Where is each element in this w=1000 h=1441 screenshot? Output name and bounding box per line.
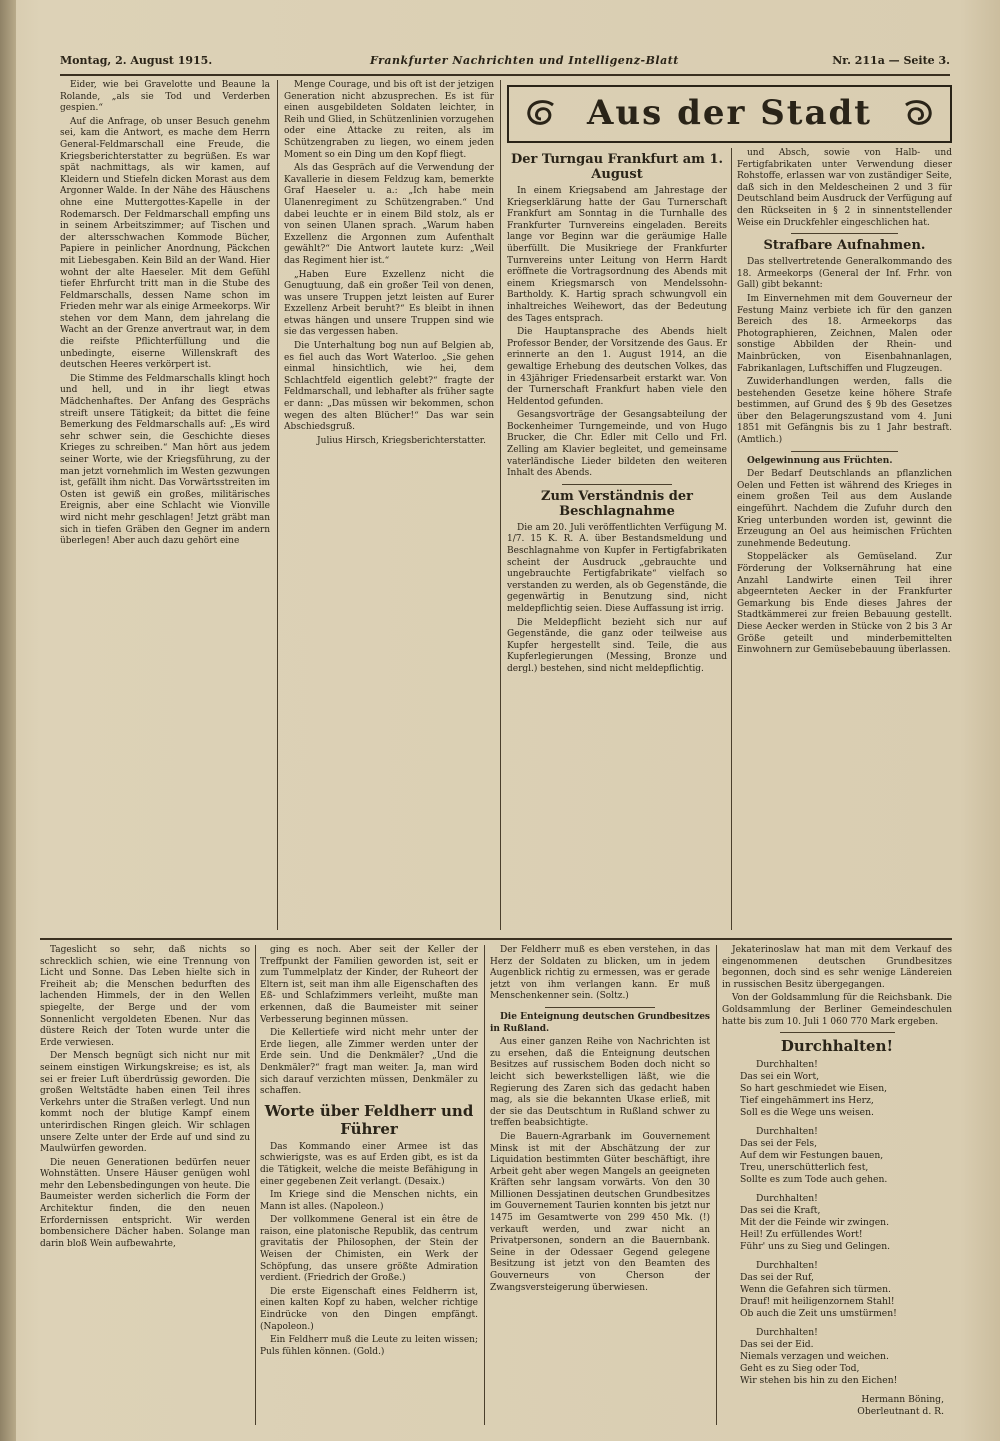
paragraph: Der Bedarf Deutschlands an pflanzlichen Oelen und Fetten ist während des Krieges in einem großen Teil aus dem Auslande eingeführt. Nachdem die Zufuhr durch den Krieg unterbunden worden ist, gewinnt die Erzeugung an Oel aus heimischen Früchten zunehmende Bedeutung. [737, 469, 952, 549]
header-paper-name: Frankfurter Nachrichten und Intelligenz-Blatt [370, 54, 679, 67]
header-issue: Nr. 211a — Seite 3. [832, 54, 950, 67]
paragraph: Als das Gespräch auf die Verwendung der Kavallerie in diesem Feldzug kam, bemerkte Graf Haeseler u. a.: „Ich habe mein Ulanenregiment zu Schützengraben.“ Und dabei leuchte er in einem Bild stolz, als er von seinen Ulanen sprach. „Warum haben Exzellenz die Argonnen zum Aufenthalt gewählt?“ Die Antwort lautete kurz: „Weil das Regiment hier ist.“ [284, 163, 494, 266]
paragraph: Jekaterinoslaw hat man mit dem Verkauf des eingenommenen deutschen Grundbesitzes begonnen, doch sind es sehr wenige Ländereien in russischen Besitz übergegangen. [722, 945, 952, 990]
column-rule [277, 80, 278, 930]
paragraph: Die Stimme des Feldmarschalls klingt hoch und hell, und in ihr liegt etwas Mädchenhaftes. Der Anfang des Gesprächs streift unsere Tätigkeit; da bittet die feine Bemerkung des Feldmarschalls auf: „Es wird sehr schwer sein, die Geschichte dieses Krieges zu schreiben.“ Man hört aus jedem seiner Worte, wie der Kriegsführung, zu der man jetzt vornehmlich im Westen gezwungen ist, gefällt ihm nicht. Das Vorwärtsstreiten im Osten ist gewiß ein großes, militärisches Ereignis, aber eine Schlacht wie Vionville wird nicht mehr geschlagen! Jetzt gräbt man sich in tiefen Gräben den Gegner im andern überlegen! Aber auch dazu gehört eine [60, 373, 270, 547]
poem-title: Durchhalten! [780, 1037, 894, 1056]
column-rule [255, 945, 256, 1425]
divider [780, 1032, 895, 1033]
paragraph: Menge Courage, und bis oft ist der jetzigen Generation nicht abzusprechen. Es ist für einen ausgebildeten Soldaten leichter, in Reih und Glied, in Schützenlinien vorzugehen oder eine Attacke zu reiten, als im Schützengraben zu liegen, wo einem jeden Moment so ein Ding um den Kopf fliegt. [284, 80, 494, 160]
divider [791, 451, 899, 452]
page-header [60, 52, 950, 76]
paragraph: Die am 20. Juli veröffentlichten Verfügung M. 1/7. 15 K. R. A. über Bestandsmeldung und Beschlagnahme von Kupfer in Fertigfabrikaten scheint der Ausdruck „gebrauchte und ungebrauchte Fertigfabrikate“ vielfach so verstanden zu werden, als ob Gegenstände, die gegenwärtig in Benutzung sind, nicht meldepflichtig seien. Diese Auffassung ist irrig. [507, 522, 727, 614]
paragraph: Stoppeläcker als Gemüseland. Zur Förderung der Volksernährung hat eine Anzahl Landwirte einen Teil ihrer abgeernteten Aecker in der Frankfurter Gemarkung bis Ende dieses Jahres der Stadtkämmerei zur freien Bebauung gestellt. Diese Aecker werden in Stücke von 2 bis 3 Ar Größe geteilt und minderbemittelten Einwohnern zur Gemüsebebauung überlassen. [737, 552, 952, 656]
poem [722, 1059, 952, 1418]
poem-author: Hermann Böning, [861, 1394, 944, 1406]
section-title: Aus der Stadt [586, 93, 872, 133]
paragraph: „Haben Eure Exzellenz nicht die Genugtuung, daß ein großer Teil von denen, was unsere Truppen jetzt leisten auf Eurer Exzellenz Arbeit beruht?“ Es bleibt in ihnen etwas hängen und unsere Truppen sind wie sie das vergessen haben. [284, 269, 494, 338]
column-rule [500, 80, 501, 930]
paragraph: In einem Kriegsabend am Jahrestage der Kriegserklärung hatte der Gau Turnerschaft Frankfurt am Sonntag in die Turnhalle des Frankfurter Turnvereins eingeladen. Bereits lange vor Beginn war die geräumige Halle überfüllt. Die Musikriege der Frankfurter Turnvereins unter Leitung von Herrn Hardt eröffnete die Vortragsordnung des Abends mit einem Kriegsmarsch von Mendelssohn-Bartholdy. K. Hartig sprach schwungvoll ein inhaltreiches Weihewort, das der Bedeutung des Tages entsprach. [507, 186, 727, 324]
section-masthead [507, 85, 952, 143]
lower-column-3 [490, 945, 710, 1425]
paragraph: Auf die Anfrage, ob unser Besuch genehm sei, kam die Antwort, es mache dem Herrn General-Feldmarschall eine Freude, die Kriegsberichterstatter zu begrüßen. Es war spät nachmittags, als wir kamen, auf Kleidern und Stiefeln dicken Morast aus dem Argonner Walde. In der Nähe des Häuschens ohne eine Muttergottes-Kapelle in der Rodemarsch. Der Feldmarschall empfing uns in seinem Arbeitszimmer; auf Tischen und der altersschwachen Kommode Bücher, Papiere in peinlicher Anordnung, Päckchen mit Liebesgaben. Kein Bild an der Wand. Hier wohnt der alte Haeseler. Mit dem Gefühl tiefer Ehrfurcht tritt man in die Stube des Feldmarschalls, dessen Name schon im Frieden mehr war als einige Armeekorps. Wir stehen vor dem Mann, dem jahrelang die Wacht an der Grenze anvertraut war, in dem die reifste Pflichterfüllung und die unbedingte, eiserne Willenskraft des deutschen Heeres verkörpert ist. [60, 116, 270, 371]
paragraph: Zuwiderhandlungen werden, falls die bestehenden Gesetze keine höhere Strafe bestimmen, auf Grund des § 9b des Gesetzes über den Belagerungszustand vom 4. Juni 1851 mit Gefängnis bis zu 1 Jahr bestraft. (Amtlich.) [737, 377, 952, 446]
paragraph: Tageslicht so sehr, daß nichts so schrecklich schien, wie eine Trennung von Licht und Sonne. Das Leben hielte sich in Freiheit ab; die Menschen bedurften des lachenden Himmels, der in den Wellen spiegelte, der Berge und der vom Sonnenlicht vergoldeten Ebenen. Nur das düstere Reich der Toten wurde unter die Erde verwiesen. [40, 945, 250, 1048]
lower-column-2 [260, 945, 478, 1425]
lower-column-1 [40, 945, 250, 1425]
paragraph: Die neuen Generationen bedürfen neuer Wohnstätten. Unsere Häuser genügen wohl mehr den Lebensbedingungen von heute. Die Baumeister werden sicherlich die Form der Architektur finden, die den neuen Erfordernissen entspricht. Wir werden bombensichere Dächer haben. Solange man darin bloß Wein aufbewahrte, [40, 1157, 250, 1249]
paragraph: Im Einvernehmen mit dem Gouverneur der Festung Mainz verbiete ich für den ganzen Bereich des 18. Armeekorps das Photographieren, Zeichnen, Malen oder sonstige Abbilden der Rhein- und Mainbrücken, von Eisenbahnanlagen, Fabrikanlagen, Luftschiffen und Flugzeugen. [737, 293, 952, 374]
column-1 [60, 80, 270, 930]
column-2 [284, 80, 494, 930]
article-headline: Worte über Feldherr und Führer [264, 1101, 474, 1138]
paragraph: Eider, wie bei Gravelotte und Beaune la Rolande, „als sie Tod und Verderben gespien.“ [60, 80, 270, 114]
paragraph: Die Unterhaltung bog nun auf Belgien ab, es fiel auch das Wort Waterloo. „Sie gehen einmal hinsichtlich, wie hei, dem Schlachtfeld eigentlich gelebt?“ fragte der Feldmarschall, und lebhafter als früher sagte er dann: „Das müssen wir bekommen, schon wegen des alten Blücher!“ Das war sein Abschiedsgruß. [284, 341, 494, 433]
poem-stanza: Durchhalten! Das sei der Fels, Auf dem wir Festungen bauen, Treu, unerschütterlich fest, Sollte es zum Tode auch gehen. [740, 1126, 888, 1186]
paragraph: Von der Goldsammlung für die Reichsbank. Die Goldsammlung der Berliner Gemeindeschulen hatte bis zum 10. Juli 1 060 770 Mark ergeben. [722, 993, 952, 1027]
paragraph-headline: Die Enteignung deutschen Grundbesitzes in Rußland. [490, 1011, 710, 1034]
paragraph: und Absch, sowie von Halb- und Fertigfabrikaten unter Verwendung dieser Rohstoffe, erlassen war von zuständiger Seite, daß sich in den Meldescheinen 2 und 3 für Deutschland beim Ausdruck der Verfügung auf den Rückseiten in § 2 in sinnentstellender Weise ein Druckfehler eingeschlichen hat. [737, 148, 952, 228]
poem-author-title: Oberleutnant d. R. [857, 1406, 944, 1418]
paragraph: Gesangsvorträge der Gesangsabteilung der Bockenheimer Turngemeinde, und von Hugo Brucker, die Chr. Edler mit Cello und Frl. Zelling am Klavier begleitet, und gemeinsame vaterländische Lieder bildeten den weiteren Inhalt des Abends. [507, 410, 727, 479]
paragraph: Die Meldepflicht bezieht sich nur auf Gegenstände, die ganz oder teilweise aus Kupfer hergestellt sind. Teile, die aus Kupferlegierungen (Messing, Bronze und dergl.) bestehen, sind nicht meldepflichtig. [507, 617, 727, 674]
paragraph: Der Mensch begnügt sich nicht nur mit seinem einstigen Wirkungskreise; es ist, als sei er freier Luft überdrüssig geworden. Die großen Weltstädte haben einen Teil ihres Verkehrs unter die Straßen verlegt. Und nun kommt noch der blutige Kampf einem unterirdischen Ringen gleich. Wir schlagen unsere Zelte unter der Erde auf und sind zu Maulwürfen geworden. [40, 1051, 250, 1155]
paragraph: ging es noch. Aber seit der Keller der Treffpunkt der Familien geworden ist, seit er zum Tummelplatz der Kinder, der Ruheort der Eltern ist, seit man ihm alle Eigenschaften des Eß- und Schlafzimmers verleiht, mußte man erkennen, daß die Baumeister mit seiner Verbesserung beginnen müssen. [260, 945, 478, 1025]
paragraph: Ein Feldherr muß die Leute zu leiten wissen; Puls fühlen können. (Gold.) [260, 1335, 478, 1357]
article-headline: Zum Verständnis der Beschlagnahme [541, 488, 693, 519]
article-headline: Strafbare Aufnahmen. [763, 238, 926, 254]
article-headline: Der Turngau Frankfurt am 1. August [510, 152, 724, 182]
paragraph: Das Kommando einer Armee ist das schwierigste, was es auf Erden gibt, es ist da die Tätigkeit, welche die meiste Befähigung in einer gegebenen Zeit verlangt. (Desaix.) [260, 1141, 478, 1187]
poem-stanza: Durchhalten! Das sei die Kraft, Mit der die Feinde wir zwingen. Heil! Zu erfüllendes Wort! Führ' uns zu Sieg und Gelingen. [740, 1193, 891, 1253]
divider [791, 233, 899, 234]
paragraph: Die Kellertiefe wird nicht mehr unter der Erde liegen, alle Zimmer werden unter der Erde sein. Und die Denkmäler? „Und die Denkmäler?“ fragt man weiter. Ja, man wird sich darauf verzichten müssen, Denkmäler zu schaffen. [260, 1028, 478, 1097]
paragraph: Im Kriege sind die Menschen nichts, ein Mann ist alles. (Napoleon.) [260, 1190, 478, 1212]
column-rule [716, 945, 717, 1425]
poem-stanza: Durchhalten! Das sei ein Wort, So hart geschmiedet wie Eisen, Tief eingehämmert ins Herz, Soll es die Wege uns weisen. [740, 1059, 888, 1119]
poem-stanza: Durchhalten! Das sei der Ruf, Wenn die Gefahren sich türmen. Drauf! mit heiligenzornem Stahl! Ob auch die Zeit uns umstürmen! [740, 1260, 897, 1320]
paragraph: Die erste Eigenschaft eines Feldherrn ist, einen kalten Kopf zu haben, welcher richtige Eindrücke von den Dingen empfängt. (Napoleon.) [260, 1286, 478, 1332]
divider [545, 1007, 655, 1008]
column-4 [737, 148, 952, 930]
paragraph: Der vollkommene General ist ein être de raison, eine platonische Republik, das centrum gravitatis der Philosophen, der Stein der Weisen der Chimisten, ein Werk der Schöpfung, das unsere größte Admiration verdient. (Friedrich der Große.) [260, 1215, 478, 1284]
header-date: Montag, 2. August 1915. [60, 54, 213, 67]
paragraph: Die Bauern-Agrarbank im Gouvernement Minsk ist mit der Abschätzung der zur Liquidation bestimmten Güter beschäftigt, ihre Arbeit geht aber wegen Mangels an geeigneten Kräften sehr langsam vorwärts. Von den 30 Millionen Dessjatinen deutschen Grundbesitzes im Gouvernement Taurien konnten bis jetzt nur 1475 im Gesamtwerte von 299 450 Mk. (!) verkauft werden, und zwar nicht an Privatpersonen, sondern an die Bauernbank. Seine in der Odessaer Gegend gelegene Besitzung ist jetzt von den Beamten des Gouverneurs von Cherson der Zwangsversteigerung überwiesen. [490, 1131, 710, 1293]
paragraph: Der Feldherr muß es eben verstehen, in das Herz der Soldaten zu blicken, um in jedem Augenblick richtig zu ermessen, was er gerade jetzt von ihm verlangen kann. Er muß Menschenkenner sein. (Soltz.) [490, 945, 710, 1002]
paragraph: Das stellvertretende Generalkommando des 18. Armeekorps (General der Inf. Frhr. von Gall) gibt bekannt: [737, 257, 952, 291]
paragraph: Die Hauptansprache des Abends hielt Professor Bender, der Vorsitzende des Gaus. Er erinnerte an den 1. August 1914, an die gewaltige Erhebung des deutschen Volkes, das in 43jähriger Friedensarbeit erstarkt war. Von der Turnerschaft Frankfurt haben viele den Heldentod gefunden. [507, 327, 727, 407]
column-rule [484, 945, 485, 1425]
ornament-icon [900, 97, 936, 129]
column-rule [731, 148, 732, 930]
lower-column-4 [722, 945, 952, 1425]
paragraph: Aus einer ganzen Reihe von Nachrichten ist zu ersehen, daß die Enteignung deutschen Besitzes auf russischem Boden doch nicht so leicht sich bewerkstelligen läßt, wie die Regierung des Zaren sich das gedacht haben mag, als sie die bekannten Ukase erließ, mit der sie das Deutschtum in Rußland schwer zu treffen beabsichtigte. [490, 1037, 710, 1129]
divider [562, 484, 672, 485]
poem-stanza: Durchhalten! Das sei der Eid. Niemals verzagen und weichen. Geht es zu Sieg oder Tod, Wir stehen bis hin zu den Eichen! [740, 1327, 898, 1387]
page-binding [0, 0, 16, 1441]
author-signature: Julius Hirsch, Kriegsberichterstatter. [317, 435, 486, 446]
column-3 [507, 148, 727, 930]
section-divider [40, 938, 952, 940]
paragraph-headline: Oelgewinnung aus Früchten. [747, 455, 893, 466]
